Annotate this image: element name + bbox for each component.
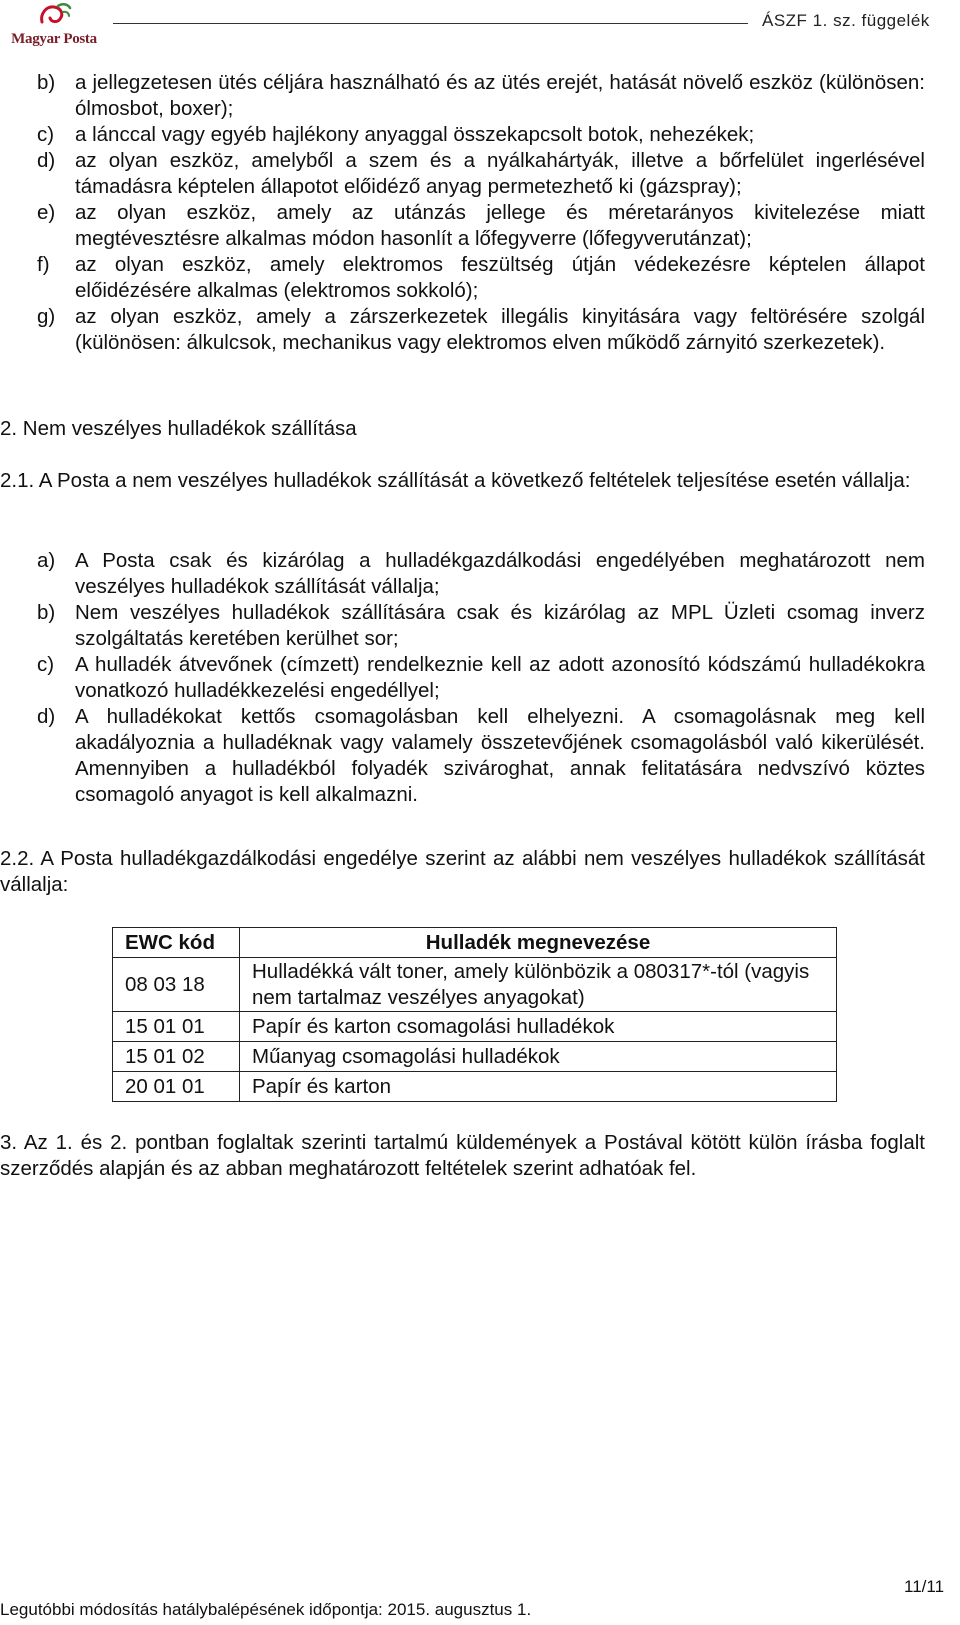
list-item: e) az olyan eszköz, amely az utánzás jellege és méretarányos kivitelezése miatt megtévesztésre alkalmas módon hasonlít a lőfegyverre (lőfegyverutánzat); bbox=[37, 201, 925, 250]
column-header-code: EWC kód bbox=[113, 928, 240, 958]
list-item: d) A hulladékokat kettős csomagolásban kell elhelyezni. A csomagolásnak meg kell akadályoznia a hulladéknak vagy valamely összetevőjének csomagolásból való kikerülését. Amennyiben a hulladékból folyadék szivároghat, annak felitatására nedvszívó köztes csomagoló anyagot is kell alkalmazni. bbox=[37, 705, 925, 806]
table-header-row bbox=[113, 928, 837, 958]
list-item: a) A Posta csak és kizárólag a hulladékgazdálkodási engedélyében meghatározott nem veszélyes hulladékok szállítását vállalja; bbox=[37, 549, 925, 598]
ewc-code-cell: 15 01 01 bbox=[113, 1012, 240, 1042]
waste-conditions-list bbox=[37, 548, 925, 808]
page-number: 11/11 bbox=[904, 1577, 945, 1596]
ewc-code-cell: 08 03 18 bbox=[113, 958, 240, 1012]
waste-name-cell: Papír és karton csomagolási hulladékok bbox=[240, 1012, 837, 1042]
column-header-name: Hulladék megnevezése bbox=[240, 928, 837, 958]
list-item: c) a lánccal vagy egyéb hajlékony anyaggal összekapcsolt botok, nehezékek; bbox=[37, 123, 755, 146]
header-rule bbox=[113, 23, 748, 24]
waste-name-cell: Hulladékká vált toner, amely különbözik a 080317*-tól (vagyis nem tartalmaz veszélyes anyagokat) bbox=[240, 958, 837, 1012]
magyar-posta-logo bbox=[10, 2, 96, 52]
ewc-code-cell: 20 01 01 bbox=[113, 1072, 240, 1102]
section-heading: 2. Nem veszélyes hulladékok szállítása bbox=[0, 417, 357, 440]
logo-text: Magyar Posta bbox=[11, 31, 97, 47]
waste-name-cell: Műanyag csomagolási hulladékok bbox=[240, 1042, 837, 1072]
posthorn-icon bbox=[38, 2, 72, 28]
ewc-table bbox=[112, 927, 837, 1102]
table-row bbox=[113, 1072, 837, 1102]
table-row bbox=[113, 958, 837, 1012]
table-row bbox=[113, 1012, 837, 1042]
document-title: ÁSZF 1. sz. függelék bbox=[762, 11, 930, 30]
waste-name-cell: Papír és karton bbox=[240, 1072, 837, 1102]
list-item: b) a jellegzetesen ütés céljára használható és az ütés erejét, hatását növelő eszköz (különösen: ólmosbot, boxer); bbox=[37, 71, 925, 120]
list-item: d) az olyan eszköz, amelyből a szem és a nyálkahártyák, illetve a bőrfelület ingerlésével támadásra képtelen állapotot előidéző anyag permetezhető ki (gázspray); bbox=[37, 149, 925, 198]
list-item: c) A hulladék átvevőnek (címzett) rendelkeznie kell az adott azonosító kódszámú hulladékokra vonatkozó hulladékkezelési engedéllyel; bbox=[37, 653, 925, 702]
ewc-code-cell: 15 01 02 bbox=[113, 1042, 240, 1072]
list-item: f) az olyan eszköz, amely elektromos feszültség útján védekezésre képtelen állapot előidézésére alkalmas (elektromos sokkoló); bbox=[37, 253, 925, 302]
table-row bbox=[113, 1042, 837, 1072]
paragraph-3: 3. Az 1. és 2. pontban foglaltak szerinti tartalmú küldemények a Postával kötött külön írásba foglalt szerződés alapján és az abban meghatározott feltételek szerint adhatóak fel. bbox=[0, 1131, 925, 1180]
list-item: b) Nem veszélyes hulladékok szállítására csak és kizárólag az MPL Üzleti csomag inverz szolgáltatás keretében kerülhet sor; bbox=[37, 601, 925, 650]
prohibited-items-list bbox=[37, 70, 925, 356]
list-item: g) az olyan eszköz, amely a zárszerkezetek illegális kinyitására vagy feltörésére szolgál (különösen: álkulcsok, mechanikus vagy elektromos elven működő zárnyitó szerkezetek). bbox=[37, 305, 925, 354]
paragraph-2-1: 2.1. A Posta a nem veszélyes hulladékok szállítását a következő feltételek teljesítése esetén vállalja: bbox=[0, 469, 911, 492]
paragraph-2-2: 2.2. A Posta hulladékgazdálkodási engedélye szerint az alábbi nem veszélyes hulladékok szállítását vállalja: bbox=[0, 847, 925, 896]
footer-text: Legutóbbi módosítás hatálybalépésének időpontja: 2015. augusztus 1. bbox=[0, 1600, 532, 1619]
